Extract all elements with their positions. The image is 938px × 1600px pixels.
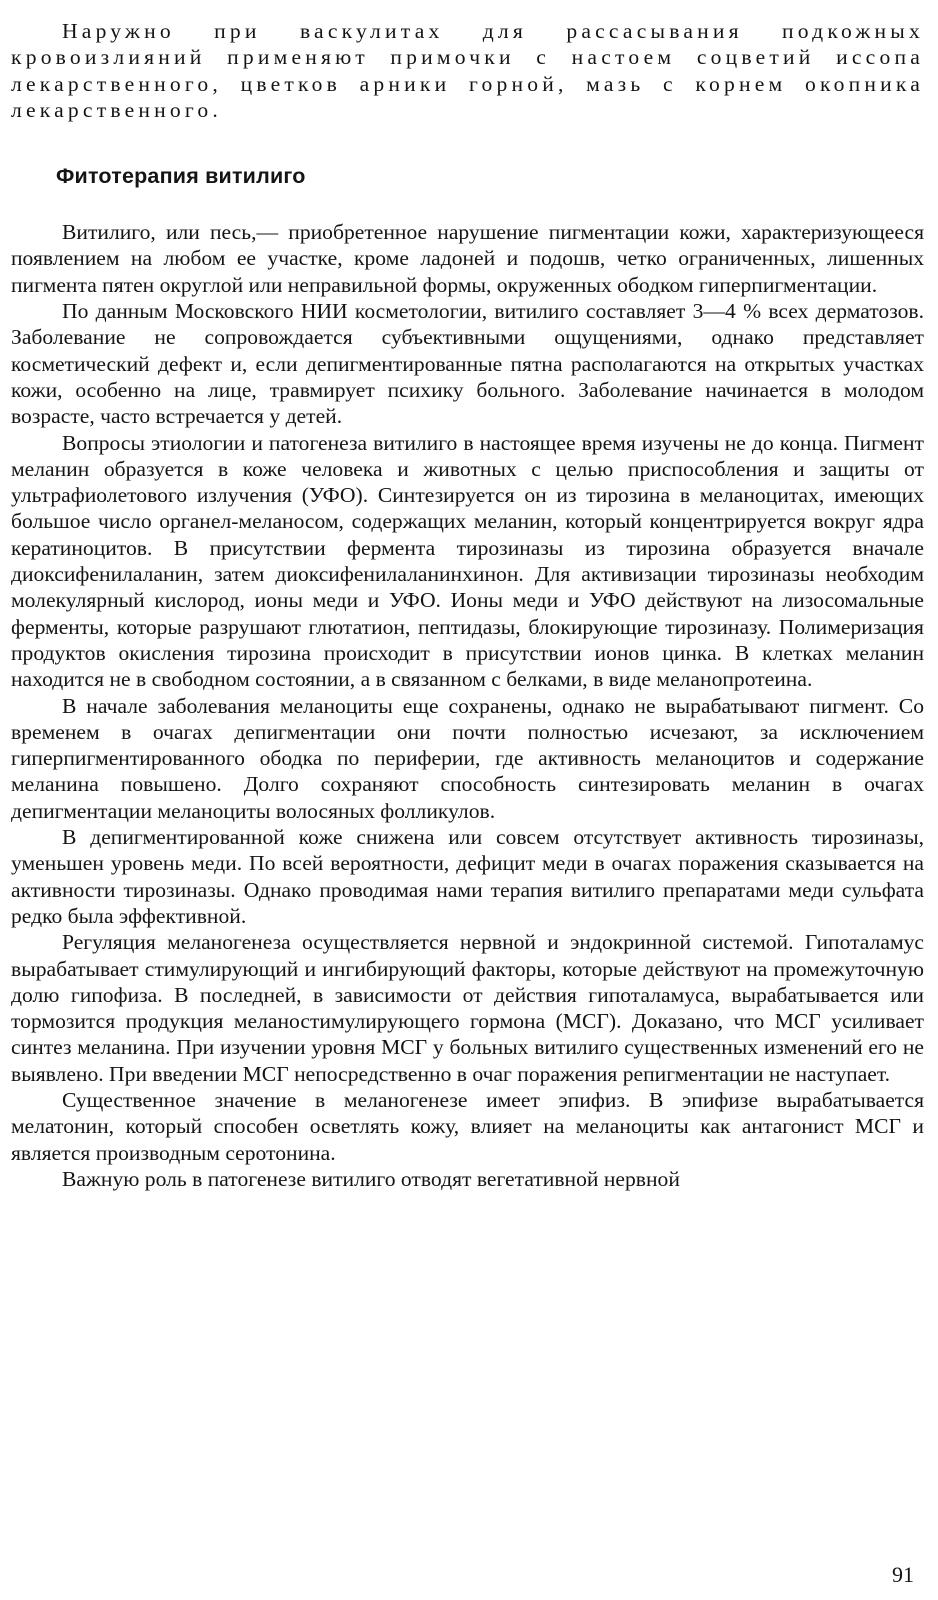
intro-text: Наружно при васкулитах для рассасывания подкожных кровоизлияний применяют примочки с настоем соцветий иссопа лекарственного, цветков арники горной, мазь с корнем окопника лекарственного.	[11, 19, 924, 122]
body-paragraph: По данным Московского НИИ косметологии, витилиго составляет 3—4 % всех дерматозов. Заболевание не сопровождается субъективными ощущениями, однако представляет косметический дефект и, если депигментированные пятна располагаются на открытых участках кожи, особенно на лице, травмирует психику больного. Заболевание начинается в молодом возрасте, часто встречается у детей.	[11, 299, 924, 429]
section-heading: Фитотерапия витилиго	[56, 164, 306, 189]
body-paragraph: Важную роль в патогенезе витилиго отводят вегетативной нервной	[62, 1166, 680, 1191]
body-paragraph: В начале заболевания меланоциты еще сохранены, однако не вырабатывают пигмент. Со временем в очагах депигментации они почти полностью исчезают, за исключением гиперпигментированного ободка по периферии, где активность меланоцитов и содержание меланина повышено. Долго сохраняют способность синтезировать меланин в очагах депигментации меланоциты волосяных фолликулов.	[11, 693, 924, 823]
body-paragraph: Вопросы этиологии и патогенеза витилиго в настоящее время изучены не до конца. Пигмент меланин образуется в коже человека и животных с целью приспособления и защиты от ультрафиолетового излучения (УФО). Синтезируется он из тирозина в меланоцитах, имеющих большое число органел-меланосом, содержащих меланин, который концентрируется вокруг ядра кератиноцитов. В присутствии фермента тирозиназы из тирозина образуется вначале диоксифенилаланин, затем диоксифенилаланинхинон. Для активизации тирозиназы необходим молекулярный кислород, ионы меди и УФО. Ионы меди и УФО действуют на лизосомальные ферменты, которые разрушают глютатион, пептидазы, блокирующие тирозиназу. Полимеризация продуктов окисления тирозина происходит в присутствии ионов цинка. В клетках меланин находится не в свободном состоянии, а в связанном с белками, в виде меланопротеина.	[11, 430, 924, 692]
body-paragraph: Регуляция меланогенеза осуществляется нервной и эндокринной системой. Гипоталамус вырабатывает стимулирующий и ингибирующий факторы, которые действуют на промежуточную долю гипофиза. В последней, в зависимости от действия гипоталамуса, вырабатывается или тормозится продукция меланостимулирующего гормона (МСГ). Доказано, что МСГ усиливает синтез меланина. При изучении уровня МСГ у больных витилиго существенных изменений его не выявлено. При введении МСГ непосредственно в очаг поражения репигментации не наступает.	[11, 930, 924, 1086]
intro-paragraph	[11, 18, 924, 123]
body-paragraph: Существенное значение в меланогенезе имеет эпифиз. В эпифизе вырабатывается мелатонин, который способен осветлять кожу, влияет на меланоциты как антагонист МСГ и является производным серотонина.	[11, 1087, 924, 1165]
body-paragraph: В депигментированной коже снижена или совсем отсутствует активность тирозиназы, уменьшен уровень меди. По всей вероятности, дефицит меди в очагах поражения сказывается на активности тирозиназы. Однако проводимая нами терапия витилиго препаратами меди сульфата редко была эффективной.	[11, 825, 924, 928]
body-paragraph: Витилиго, или песь,— приобретенное нарушение пигментации кожи, характеризующееся появлением на любом ее участке, кроме ладоней и подошв, четко ограниченных, лишенных пигмента пятен округлой или неправильной формы, окруженных ободком гиперпигментации.	[11, 220, 924, 297]
page-number: 91	[892, 1562, 914, 1587]
book-page	[11, 18, 924, 1588]
